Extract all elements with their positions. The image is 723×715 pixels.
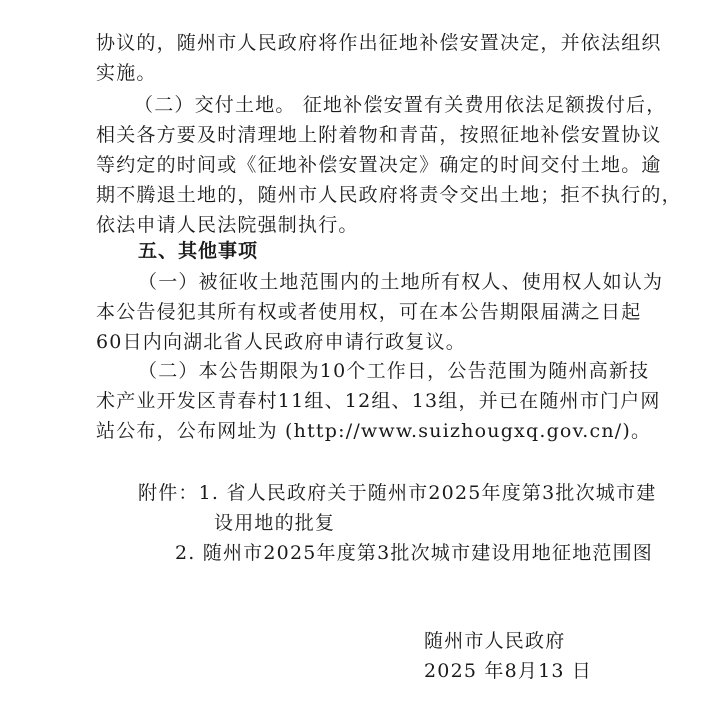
issuer-name: 随州市人民政府 (424, 630, 566, 652)
section-heading: 五、其他事项 (138, 240, 259, 262)
paragraph-line: 站公布，公布网址为 (http://www.suizhougxq.gov.cn/)。 (96, 420, 652, 442)
paragraph-line: 协议的，随州市人民政府将作出征地补偿安置决定，并依法组织 (96, 32, 662, 54)
paragraph-line: 本公告侵犯其所有权或者使用权，可在本公告期限届满之日起 (96, 301, 642, 323)
paragraph-line: 术产业开发区青春村11组、12组、13组，并已在随州市门户网 (96, 390, 661, 412)
paragraph-line: 等约定的时间或《征地补偿安置决定》确定的时间交付土地。逾 (96, 154, 662, 176)
paragraph-line: 依法申请人民法院强制执行。 (96, 214, 359, 236)
paragraph-line: 相关各方要及时清理地上附着物和青苗，按照征地补偿安置协议 (96, 124, 662, 146)
paragraph-line: 60日内向湖北省人民政府申请行政复议。 (96, 331, 466, 353)
paragraph-line: 期不腾退土地的，随州市人民政府将责令交出土地；拒不执行的， (96, 184, 682, 206)
paragraph-line: （一）被征收土地范围内的土地所有权人、使用权人如认为 (138, 271, 664, 293)
paragraph-line: （二）交付土地。 征地补偿安置有关费用依法足额拨付后， (134, 94, 667, 116)
attachment-line: 2. 随州市2025年度第3批次城市建设用地征地范围图 (175, 542, 654, 564)
attachment-line: 设用地的批复 (214, 512, 336, 534)
paragraph-line: （二）本公告期限为10个工作日，公告范围为随州高新技 (138, 360, 650, 382)
issue-date: 2025 年8月13 日 (424, 660, 593, 682)
attachment-line: 附件：1. 省人民政府关于随州市2025年度第3批次城市建 (138, 482, 657, 504)
paragraph-line: 实施。 (96, 62, 157, 84)
